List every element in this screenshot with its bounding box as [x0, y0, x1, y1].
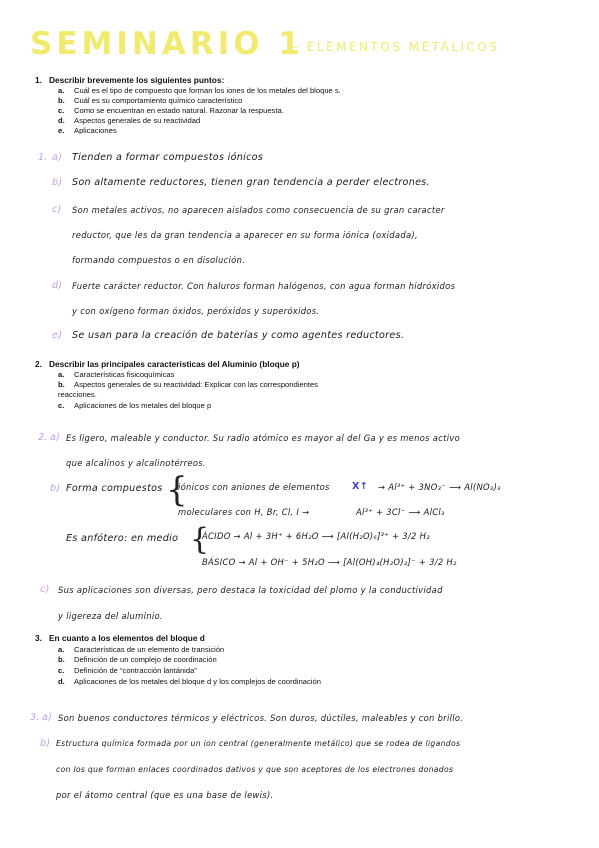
answer-1a-label: a) — [52, 152, 63, 163]
answer-2a-line: que alcalinos y alcalinotérreos. — [66, 458, 206, 468]
amphoteric-acid: ÁCIDO → Al + 3H⁺ + 6H₂O ⟶ [Al(H₂O)₆]³⁺ + 3/2 H₂ — [202, 531, 430, 541]
answer-2c-line: y ligereza del aluminio. — [58, 611, 163, 621]
question-1 — [35, 75, 224, 85]
question-3-item: b. Definición de un complejo de coordinación — [58, 655, 217, 664]
question-2-number: 2. — [35, 359, 42, 369]
answer-1a-text: Tienden a formar compuestos iónicos — [72, 152, 264, 163]
answer-3b-line: por el átomo central (que es una base de lewis). — [56, 790, 274, 800]
brace-symbol: { — [166, 470, 188, 510]
question-1-number: 1. — [35, 75, 42, 85]
page-subtitle: – ELEMENTOS METÁLICOS — [292, 40, 500, 54]
element-x-symbol: X↑ — [352, 481, 369, 492]
answer-3b-line: con los que forman enlaces coordinados dativos y que son aceptores de los electrones donados — [56, 765, 454, 774]
answer-1d-label: d) — [52, 280, 63, 291]
amphoteric-base: BÁSICO → Al + OH⁻ + 5H₂O ⟶ [Al(OH)₄(H₂O)₂]⁻ + 3/2 H₂ — [202, 557, 457, 567]
answer-2b-prefix: Forma compuestos — [66, 483, 163, 494]
question-3-item: a. Características de un elemento de transición — [58, 645, 225, 654]
answer-3b-line: Estructura química formada por un ion central (generalmente metálico) que se rodea de ligandos — [56, 739, 461, 748]
question-1-item: a. Cuál es el tipo de compuesto que forman los iones de los metales del bloque s. — [58, 86, 341, 95]
question-2-item: b. Aspectos generales de su reactividad: Explicar con las correspondientes — [58, 380, 318, 389]
answer-1b-label: b) — [52, 177, 63, 188]
question-1-text: Describir brevemente los siguientes puntos: — [49, 75, 225, 85]
answer-1c-label: c) — [52, 204, 62, 215]
answer-2c-line: Sus aplicaciones son diversas, pero destaca la toxicidad del plomo y la conductividad — [58, 585, 443, 595]
answer-2b-label: b) — [50, 483, 61, 494]
brace-symbol: { — [190, 522, 210, 557]
question-3-item: c. Definición de “contracción lantánida” — [58, 666, 197, 675]
answer-1e-label: e) — [52, 330, 63, 341]
answer-1c-line: formando compuestos o en disolución. — [72, 255, 246, 265]
answer-1c-line: Son metales activos, no aparecen aislados como consecuencia de su gran caracter — [72, 205, 445, 215]
answer-2-number: 2. — [38, 432, 48, 443]
answer-3a-label: a) — [42, 712, 53, 723]
answer-1b-text: Son altamente reductores, tienen gran tendencia a perder electrones. — [72, 177, 430, 188]
answer-1c-line: reductor, que les da gran tendencia a aparecer en su forma iónica (oxidada), — [72, 230, 418, 240]
question-3-number: 3. — [35, 633, 42, 643]
compound-ionic: iónicos con aniones de elementos — [178, 482, 330, 492]
question-3-item: d. Aplicaciones de los metales del bloque d y los complejos de coordinación — [58, 677, 321, 686]
page-title: SEMINARIO 1 — [30, 26, 304, 62]
question-1-item: c. Como se encuentran en estado natural. Razonar la respuesta. — [58, 106, 284, 115]
answer-2a-line: Es ligero, maleable y conductor. Su radio atómico es mayor al del Ga y es menos activo — [66, 433, 460, 443]
compound-molecular: moleculares con H, Br, Cl, I → — [178, 507, 310, 517]
question-2-item: c. Aplicaciones de los metales del bloque p — [58, 401, 212, 410]
answer-1e-text: Se usan para la creación de baterías y como agentes reductores. — [72, 330, 405, 341]
amphoteric-prefix: Es anfótero: en medio — [66, 533, 179, 544]
answer-1d-line: y con oxígeno forman óxidos, peróxidos y superóxidos. — [72, 306, 320, 316]
question-2-item: reacciones. — [58, 390, 97, 399]
answer-3-number: 3. — [30, 712, 40, 723]
answer-3a-text: Son buenos conductores térmicos y eléctricos. Son duros, dúctiles, maleables y con brillo. — [58, 713, 464, 723]
question-2 — [35, 359, 300, 369]
answer-1d-line: Fuerte carácter reductor. Con haluros forman halógenos, con agua forman hidróxidos — [72, 281, 456, 291]
answer-3b-label: b) — [40, 738, 51, 749]
compound-ionic-equation: → Al³⁺ + 3NO₃⁻ ⟶ Al(NO₃)₃ — [378, 482, 501, 492]
answer-2c-label: c) — [40, 584, 50, 595]
compound-molecular-equation: Al³⁺ + 3Cl⁻ ⟶ AlCl₃ — [356, 507, 445, 517]
question-1-item: b. Cuál es su comportamiento químico característico — [58, 96, 243, 105]
question-1-item: d. Aspectos generales de su reactividad — [58, 116, 201, 125]
question-2-text: Describir las principales características del Aluminio (bloque p) — [49, 359, 300, 369]
answer-2a-label: a) — [50, 432, 61, 443]
question-2-item: a. Características fisicoquímicas — [58, 370, 175, 379]
answer-1-number: 1. — [38, 152, 48, 163]
question-1-item: e. Aplicaciones — [58, 126, 117, 135]
question-3 — [35, 633, 205, 643]
question-3-text: En cuanto a los elementos del bloque d — [49, 633, 205, 643]
